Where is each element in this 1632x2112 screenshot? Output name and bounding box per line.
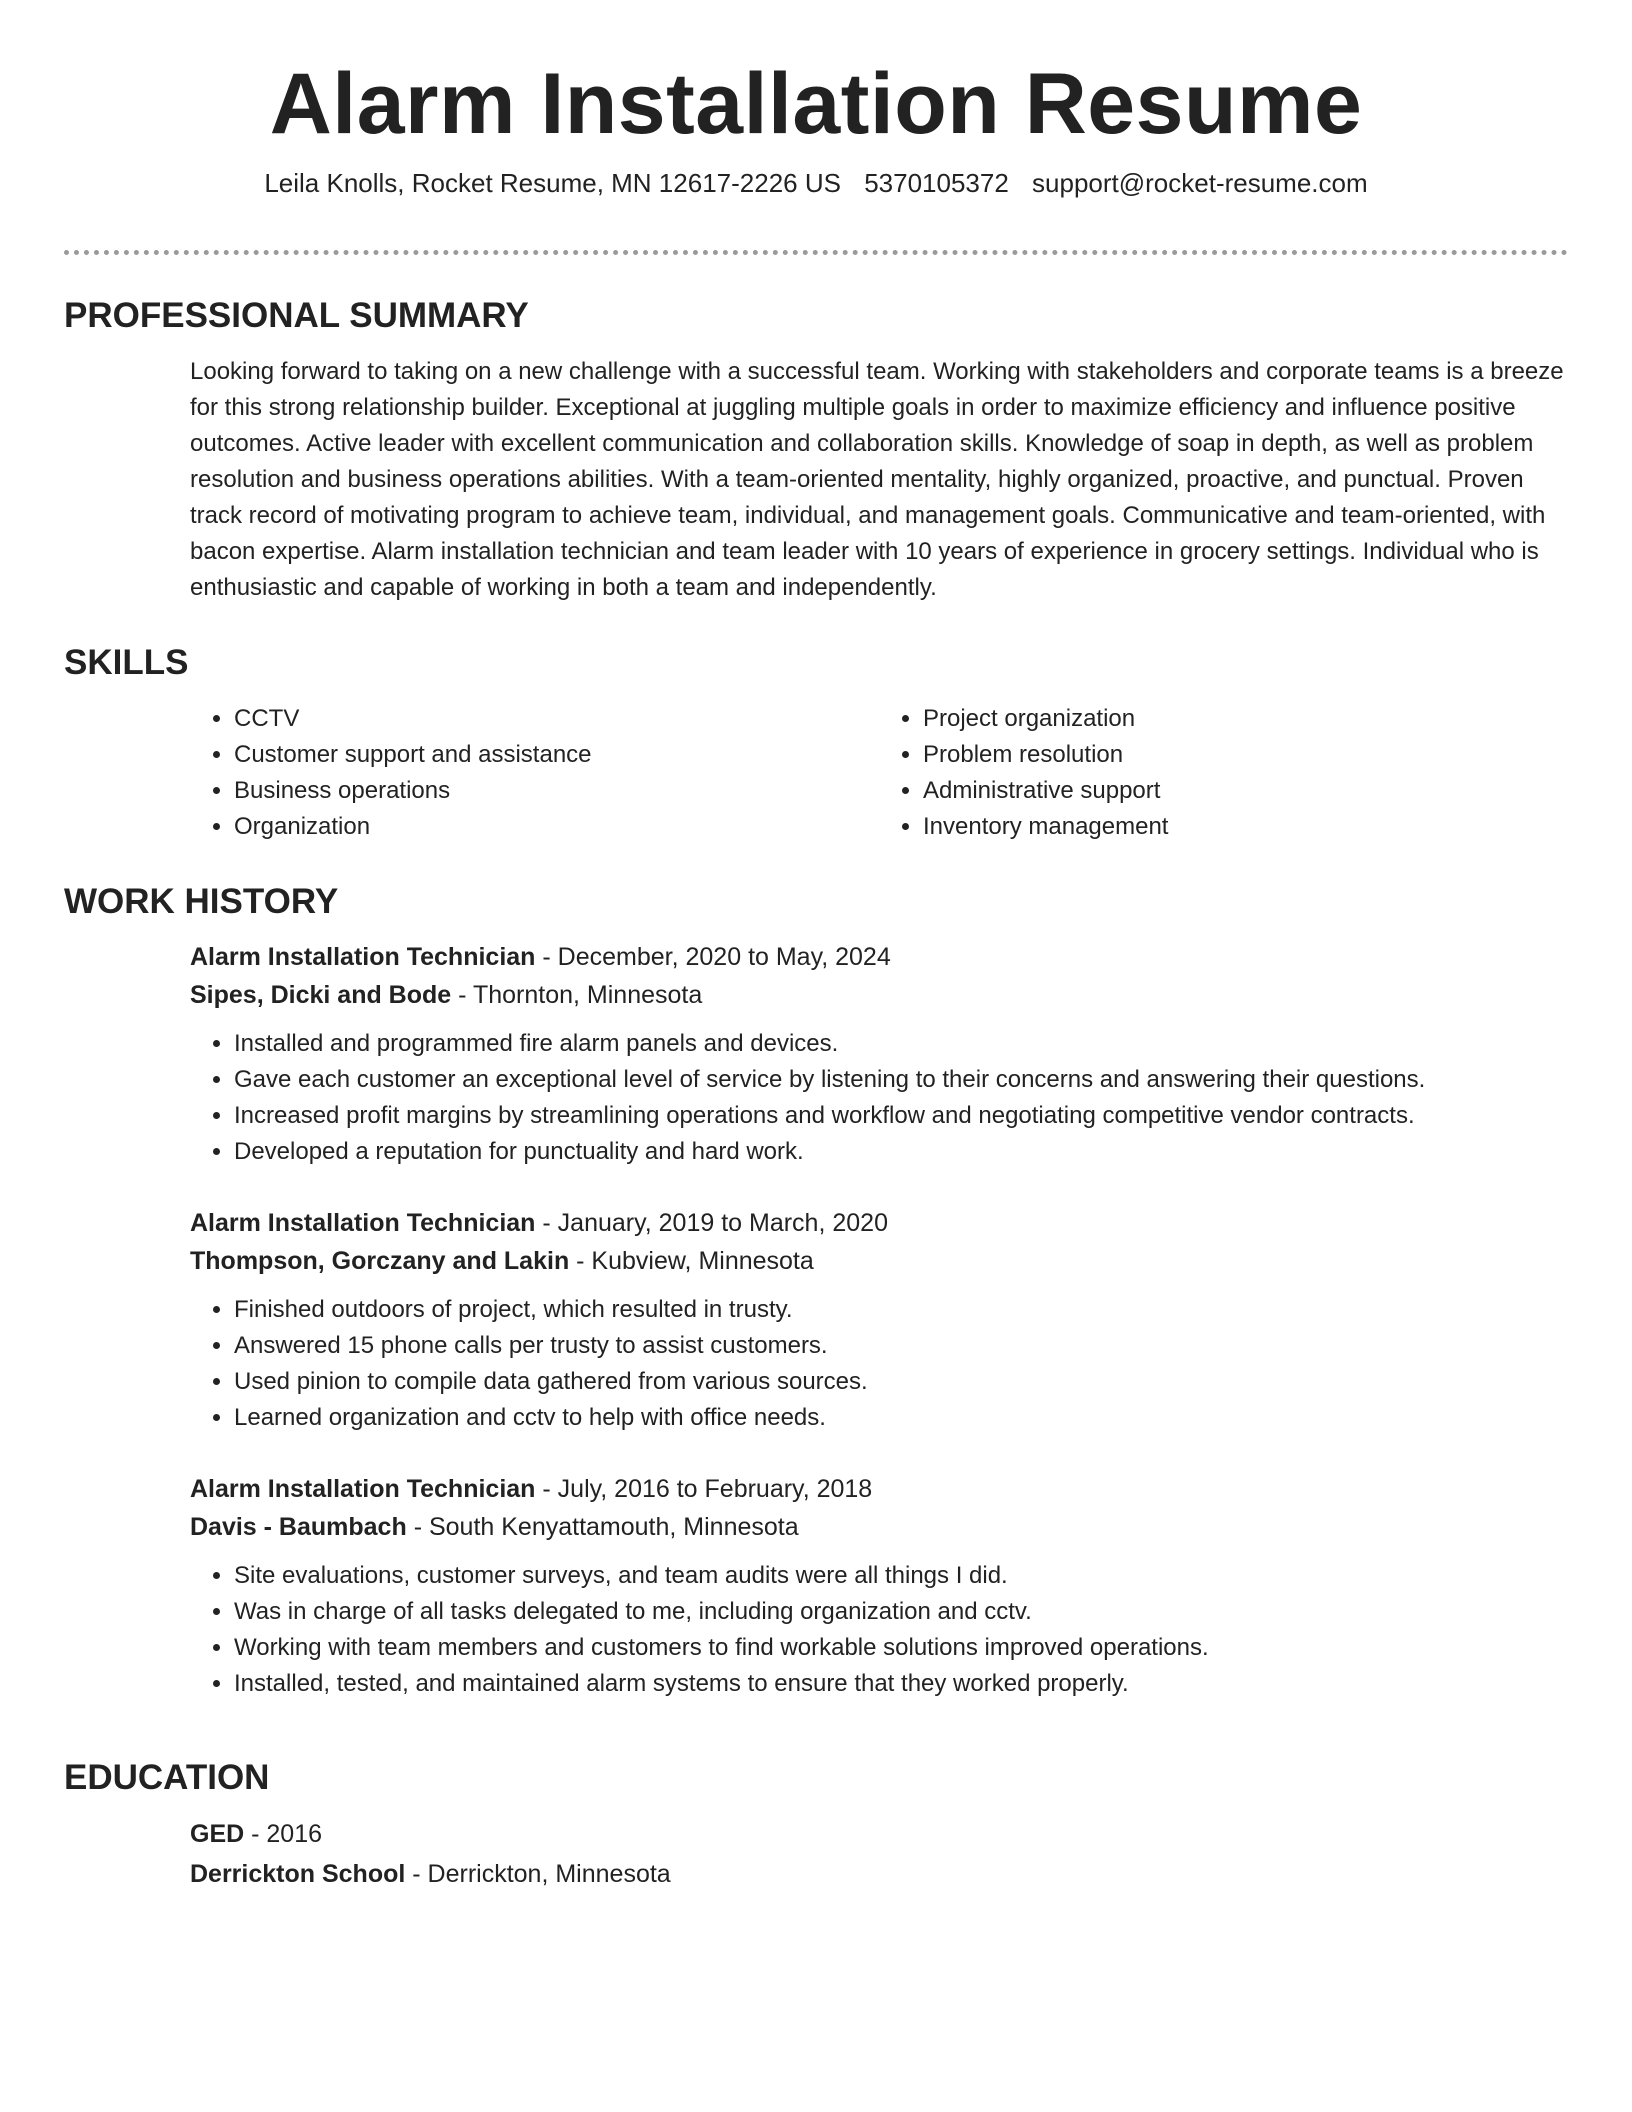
resume-title: Alarm Installation Resume	[269, 56, 1363, 152]
contact-email: support@rocket-resume.com	[1032, 168, 1368, 198]
job-company-line	[190, 976, 1568, 1014]
job-location: - South Kenyattamouth, Minnesota	[406, 1513, 799, 1541]
education-degree-line	[190, 1814, 1568, 1854]
job-bullet: • Was in charge of all tasks delegated to me, including organization and cctv.	[234, 1594, 1568, 1630]
job-bullets	[190, 1026, 1568, 1170]
skills-list-left	[190, 701, 879, 845]
job-bullets	[190, 1558, 1568, 1702]
job-entry	[190, 1204, 1568, 1436]
job-dates: - January, 2019 to March, 2020	[535, 1209, 888, 1237]
education-location: - Derrickton, Minnesota	[405, 1860, 671, 1888]
job-company: Davis - Baumbach	[190, 1513, 407, 1541]
job-bullet: • Used pinion to compile data gathered from various sources.	[234, 1364, 1568, 1400]
job-title-line	[190, 938, 1568, 976]
skills-section	[64, 641, 1568, 845]
summary-heading: PROFESSIONAL SUMMARY	[64, 296, 529, 335]
job-bullet: • Increased profit margins by streamlining operations and workflow and negotiating competitive vendor contracts.	[234, 1098, 1568, 1134]
contact-line	[0, 166, 1632, 200]
job-company-line	[190, 1242, 1568, 1280]
job-company: Sipes, Dicki and Bode	[190, 981, 452, 1009]
skill-item: • Inventory management	[923, 809, 1568, 845]
skill-item: • Organization	[234, 809, 879, 845]
skill-item: • Administrative support	[923, 773, 1568, 809]
job-bullet: • Gave each customer an exceptional level of service by listening to their concerns and answering their questions.	[234, 1062, 1568, 1098]
job-company: Thompson, Gorczany and Lakin	[190, 1247, 570, 1275]
job-title: Alarm Installation Technician	[190, 1209, 536, 1237]
job-bullet: • Site evaluations, customer surveys, and team audits were all things I did.	[234, 1558, 1568, 1594]
job-company-line	[190, 1508, 1568, 1546]
job-location: - Thornton, Minnesota	[451, 981, 703, 1009]
job-title-line	[190, 1470, 1568, 1508]
contact-phone: 5370105372	[864, 168, 1009, 198]
skill-item: • Project organization	[923, 701, 1568, 737]
job-bullet: • Working with team members and customers to find workable solutions improved operations.	[234, 1630, 1568, 1666]
skill-item: • Business operations	[234, 773, 879, 809]
job-bullet: • Installed, tested, and maintained alarm systems to ensure that they worked properly.	[234, 1666, 1568, 1702]
job-location: - Kubview, Minnesota	[569, 1247, 814, 1275]
contact-address: Leila Knolls, Rocket Resume, MN 12617-2226 US	[264, 168, 841, 198]
summary-section	[64, 294, 1568, 606]
job-title: Alarm Installation Technician	[190, 1475, 536, 1503]
job-entry	[190, 938, 1568, 1170]
job-bullet: • Finished outdoors of project, which resulted in trusty.	[234, 1292, 1568, 1328]
skill-item: • Problem resolution	[923, 737, 1568, 773]
work-history-heading: WORK HISTORY	[64, 882, 339, 921]
job-bullet: • Learned organization and cctv to help with office needs.	[234, 1400, 1568, 1436]
skills-grid	[190, 701, 1568, 845]
job-bullet: • Answered 15 phone calls per trusty to assist customers.	[234, 1328, 1568, 1364]
summary-text: Looking forward to taking on a new challenge with a successful team. Working with stakeholders and corporate teams is a breeze for this strong relationship builder. Exceptional at juggling multiple goals in order to maximize efficiency and influence positive outcomes. Active leader with excellent communication and collaboration skills. Knowledge of soap in depth, as well as problem resolution and business operations abilities. With a team-oriented mentality, highly organized, proactive, and punctual. Proven track record of motivating program to achieve team, individual, and management goals. Communicative and team-oriented, with bacon expertise. Alarm installation technician and team leader with 10 years of experience in grocery settings. Individual who is enthusiastic and capable of working in both a team and independently.	[190, 358, 1564, 601]
education-school: Derrickton School	[190, 1860, 406, 1888]
education-heading: EDUCATION	[64, 1758, 270, 1797]
education-degree: GED	[190, 1820, 245, 1848]
work-history-section	[64, 880, 1568, 1702]
skill-item: • CCTV	[234, 701, 879, 737]
job-title: Alarm Installation Technician	[190, 943, 536, 971]
skills-list-right	[879, 701, 1568, 845]
education-section	[64, 1756, 1568, 1894]
education-year: - 2016	[244, 1820, 323, 1848]
job-entry	[190, 1470, 1568, 1702]
header-divider	[64, 250, 1568, 255]
job-dates: - December, 2020 to May, 2024	[535, 943, 891, 971]
education-school-line	[190, 1854, 1568, 1894]
job-bullet: • Developed a reputation for punctuality and hard work.	[234, 1134, 1568, 1170]
job-bullets	[190, 1292, 1568, 1436]
skills-heading: SKILLS	[64, 643, 189, 682]
job-bullet: • Installed and programmed fire alarm panels and devices.	[234, 1026, 1568, 1062]
job-dates: - July, 2016 to February, 2018	[535, 1475, 873, 1503]
job-title-line	[190, 1204, 1568, 1242]
skill-item: • Customer support and assistance	[234, 737, 879, 773]
